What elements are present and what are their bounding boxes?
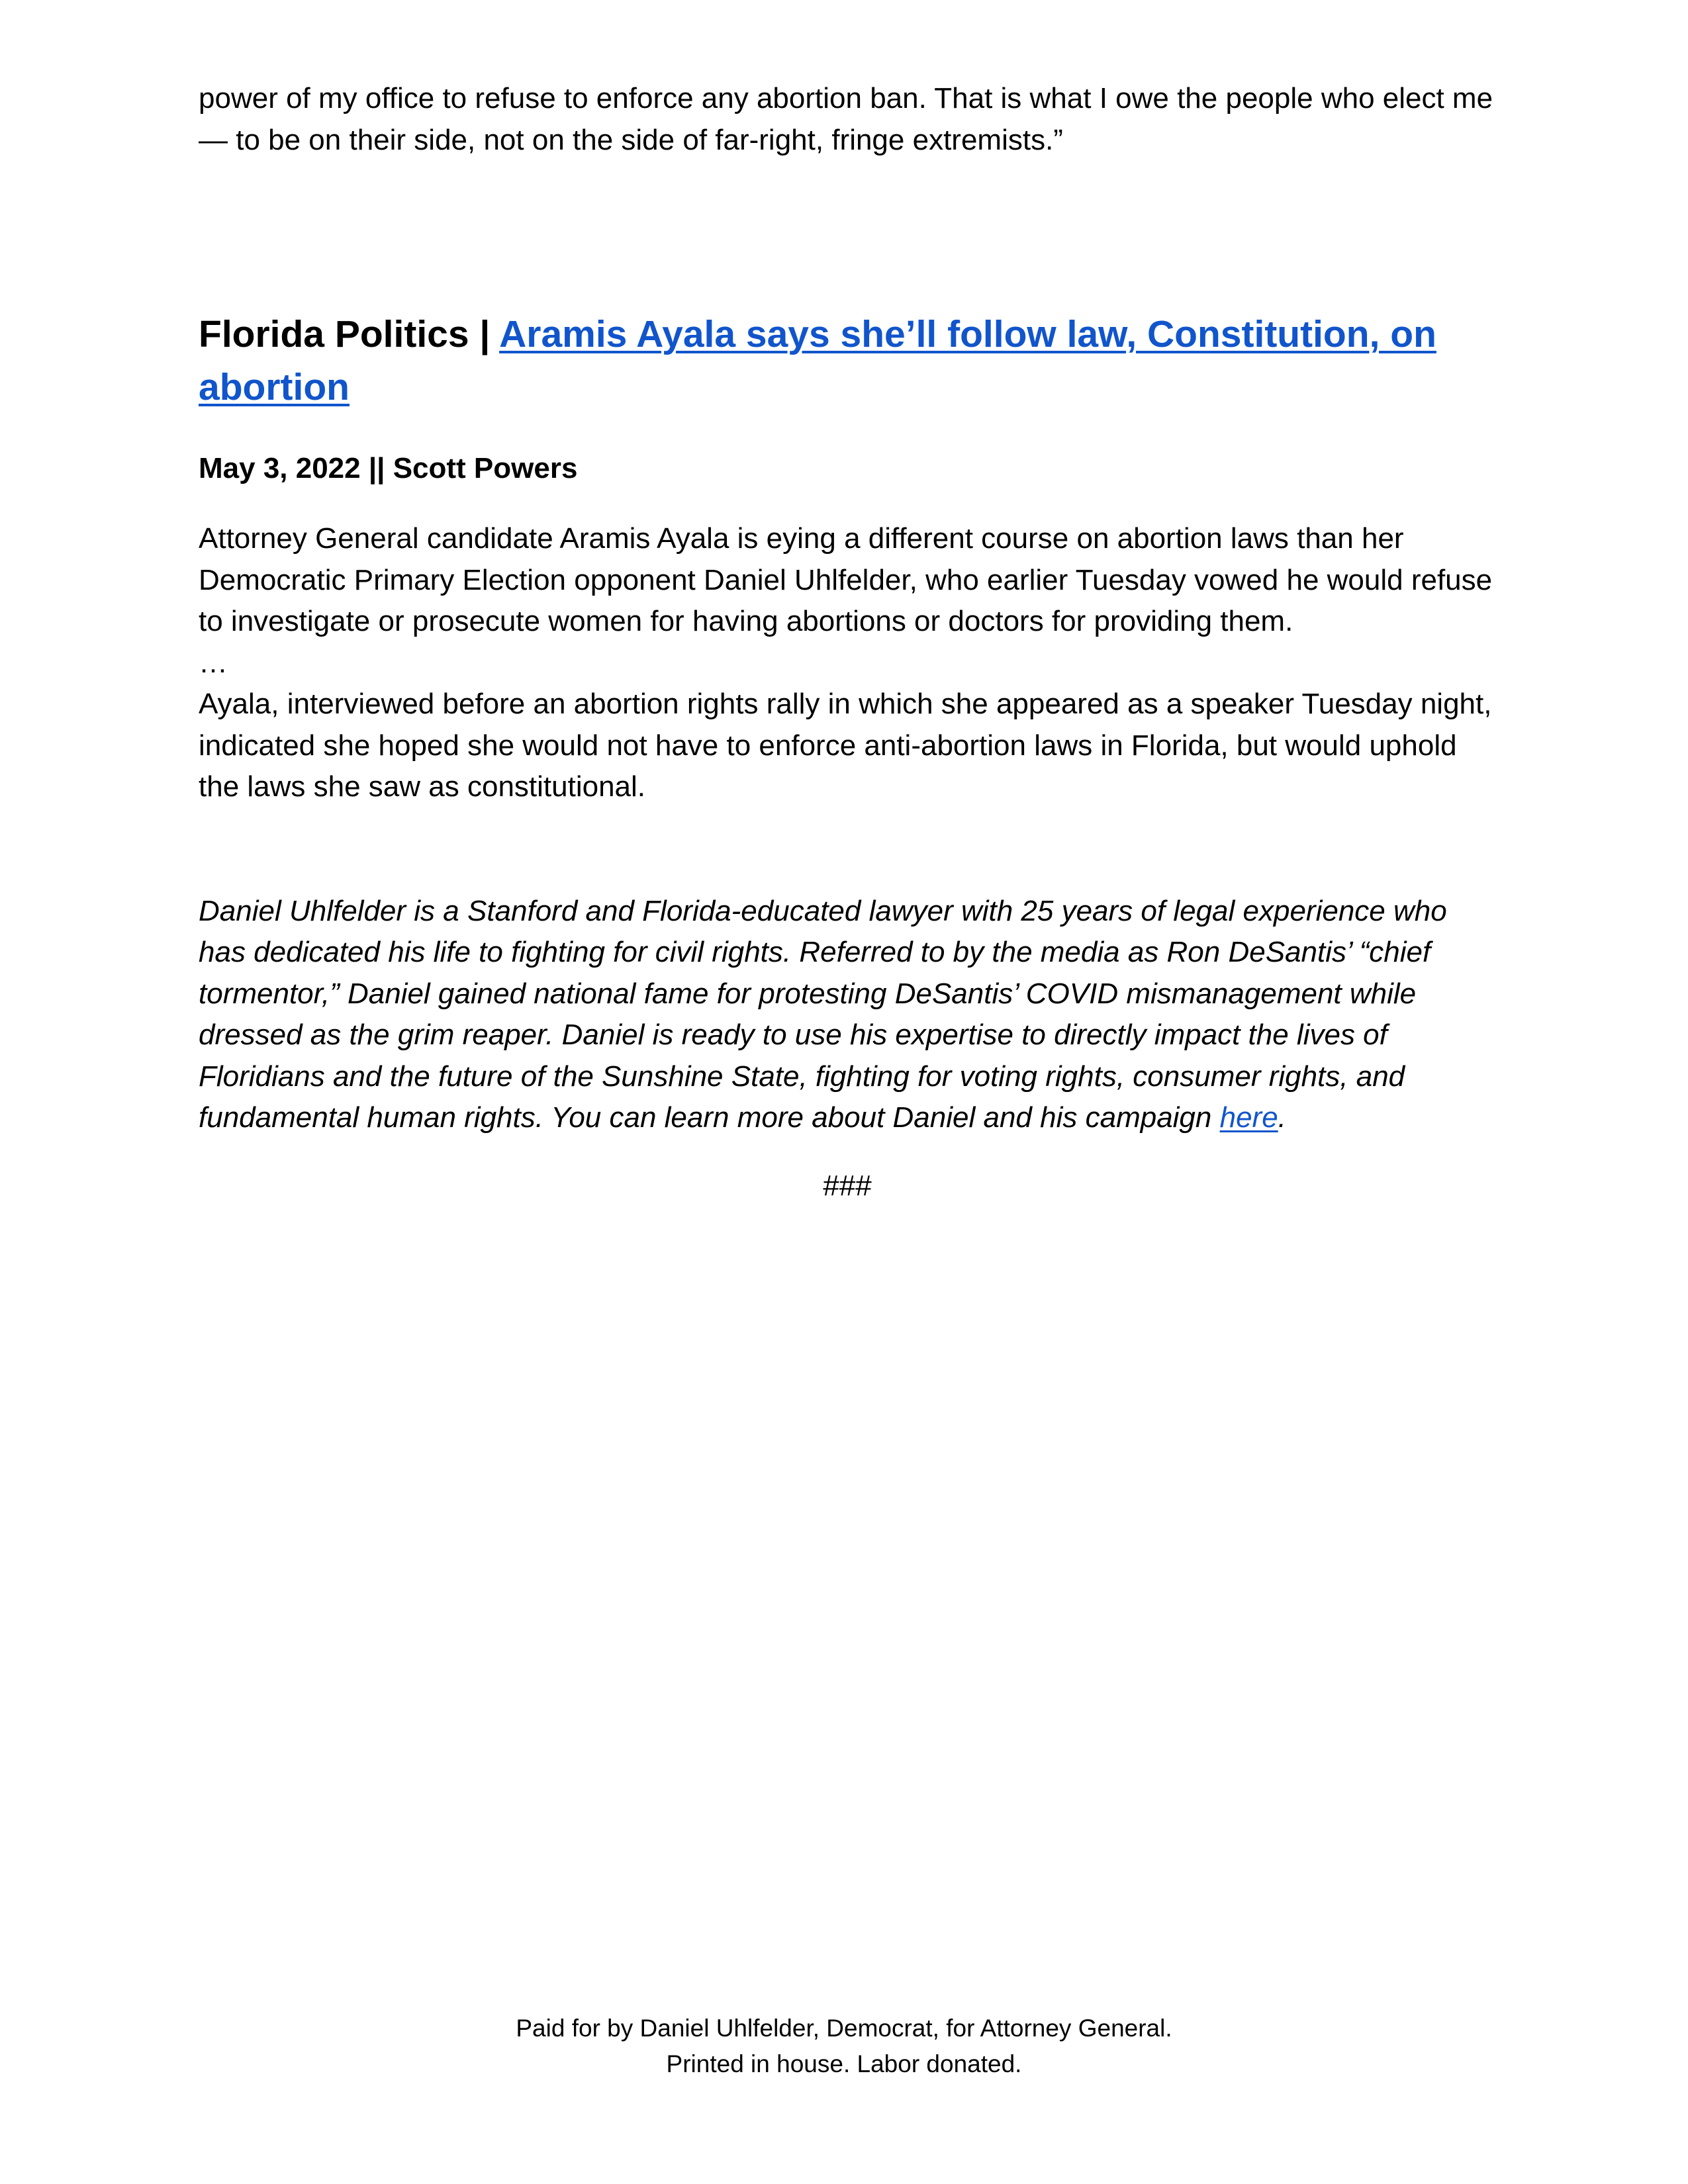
excerpt-paragraph-1: Attorney General candidate Aramis Ayala is eying a different course on abortion laws than her Democratic Primary Election opponent Daniel Uhlfelder, who earlier Tuesday vowed he would refuse to investigate or prosecute women for having abortions or doctors for providing them. — [199, 522, 1493, 637]
article-headline — [199, 308, 1496, 414]
footer-line-1: Paid for by Daniel Uhlfelder, Democrat, for Attorney General. — [516, 2015, 1172, 2042]
article-byline: May 3, 2022 || Scott Powers — [199, 452, 578, 484]
candidate-bio — [199, 891, 1496, 1139]
bio-text: Daniel Uhlfelder is a Stanford and Florida-educated lawyer with 25 years of legal experience who has dedicated his life to fighting for civil rights. Referred to by the media as Ron DeSantis’ “chief tormentor,” Daniel gained national fame for protesting DeSantis’ COVID mismanagement while dressed as the grim reaper. Daniel is ready to use his expertise to directly impact the lives of Floridians and the future of the Sunshine State, fighting for voting rights, consumer rights, and fundamental human rights. You can learn more about Daniel and his campaign — [199, 894, 1447, 1134]
article-excerpt — [199, 518, 1496, 808]
disclaimer-footer — [0, 2011, 1688, 2082]
bio-end-punct: . — [1278, 1101, 1286, 1134]
article-headline-link[interactable]: Aramis Ayala says she’ll follow law, Constitution, on abortion — [199, 313, 1436, 408]
footer-line-2: Printed in house. Labor donated. — [666, 2050, 1022, 2077]
quote-continuation: power of my office to refuse to enforce any abortion ban. That is what I owe the people who elect me — to be on their side, not on the side of far-right, fringe extremists.” — [199, 82, 1493, 156]
excerpt-paragraph-2: Ayala, interviewed before an abortion rights rally in which she appeared as a speaker Tuesday night, indicated she hoped she would not have to enforce anti-abortion laws in Florida, but would uphold the laws she saw as constitutional. — [199, 688, 1492, 803]
document-body — [199, 78, 1496, 1206]
article-source: Florida Politics | — [199, 313, 500, 355]
excerpt-ellipsis: … — [199, 646, 228, 679]
campaign-link[interactable]: here — [1219, 1101, 1278, 1134]
end-mark: ### — [823, 1169, 872, 1202]
